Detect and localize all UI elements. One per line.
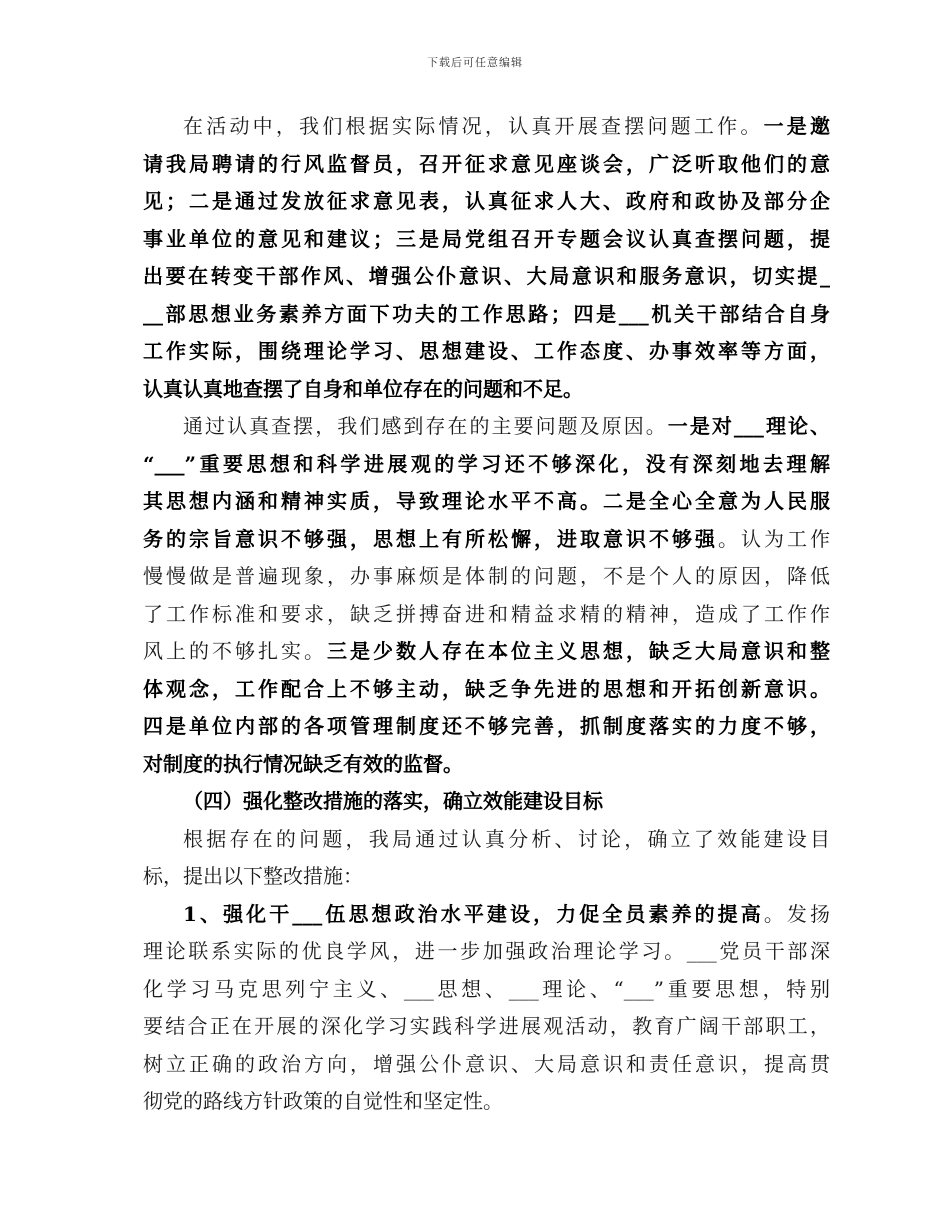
text-line (143, 671, 830, 709)
bold-text-run: 务的宗旨意识不够强，思想上有所松懈，进取意识不够强 (143, 526, 718, 551)
text-line (143, 221, 830, 259)
text-run: 树立正确的政治方向，增强公仆意识、大局意识和责任意识，提高贯 (143, 1051, 830, 1076)
text-run: 风上的不够扎实。 (143, 639, 327, 663)
text-line (143, 746, 830, 784)
page-header: 下载后可任意编辑 (427, 56, 523, 69)
text-line (143, 183, 830, 221)
text-run: 理论联系实际的优良学风，进一步加强政治理论学习。___党员干部深 (143, 939, 830, 963)
text-run: 化学习马克思列宁主义、___思想、___理论、“___”重要思想，特别 (143, 976, 830, 1001)
text-run: 在活动中，我们根据实际情况，认真开展查摆问题工作。 (183, 114, 764, 138)
bold-text-run: 四是单位内部的各项管理制度还不够完善，抓制度落实的力度不够， (143, 714, 830, 738)
text-line (143, 1083, 830, 1121)
text-run: 根据存在的问题，我局通过认真分析、讨论，确立了效能建设目 (183, 826, 830, 851)
text-run: 标，提出以下整改措施： (143, 864, 363, 888)
text-line (143, 333, 830, 371)
bold-text-run: 三是少数人存在本位主义思想，缺乏大局意识和整 (327, 639, 830, 663)
text-line (143, 596, 830, 634)
text-line (143, 446, 830, 484)
text-line (143, 483, 830, 521)
text-line (143, 783, 830, 821)
bold-text-run: __部思想业务素养方面下功夫的工作思路；四是___机关干部结合自身 (143, 301, 830, 326)
bold-text-run: 工作实际，围绕理论学习、思想建设、工作态度、办事效率等方面， (143, 339, 830, 363)
text-run: 。发扬 (763, 901, 830, 926)
text-line (143, 971, 830, 1009)
text-run: 彻党的路线方针政策的自觉性和坚定性。 (143, 1089, 503, 1113)
bold-text-run: 1、强化干___伍思想政治水平建设，力促全员素养的提高 (183, 901, 764, 926)
text-run: 通过认真查摆，我们感到存在的主要问题及原因。 (183, 414, 668, 438)
text-line (143, 371, 830, 409)
text-line (143, 858, 830, 896)
bold-text-run: 其思想内涵和精神实质，导致理论水平不高。二是全心全意为人民服 (143, 489, 830, 513)
text-run: 了工作标准和要求，缺乏拼搏奋进和精益求精的精神，造成了工作作 (143, 601, 830, 626)
bold-text-run: 体观念，工作配合上不够主动，缺乏争先进的思想和开拓创新意识。 (143, 676, 830, 701)
text-line (143, 558, 830, 596)
bold-text-run: 事业单位的意见和建议；三是局党组召开专题会议认真查摆问题，提 (143, 226, 830, 251)
text-line (143, 296, 830, 334)
text-line (143, 708, 830, 746)
text-line (143, 408, 830, 446)
bold-text-run: 一是对___理论、 (667, 414, 830, 438)
text-run: 。认为工作 (718, 526, 830, 551)
text-line (143, 933, 830, 971)
bold-text-run: 出要在转变干部作风、增强公仆意识、大局意识和服务意识，切实提_ (143, 264, 830, 288)
text-line (143, 821, 830, 859)
document-body (143, 108, 830, 1121)
bold-text-run: 认真认真地查摆了自身和单位存在的问题和不足。 (143, 376, 583, 401)
bold-text-run: 一是邀 (763, 114, 830, 138)
bold-text-run: 请我局聘请的行风监督员，召开征求意见座谈会，广泛听取他们的意 (143, 151, 830, 176)
text-line (143, 146, 830, 184)
bold-text-run: （四）强化整改措施的落实，确立效能建设目标 (183, 789, 603, 813)
text-line (143, 258, 830, 296)
bold-text-run: 对制度的执行情况缺乏有效的监督。 (143, 751, 463, 776)
text-line (143, 521, 830, 559)
text-line (143, 1008, 830, 1046)
text-run: 要结合正在开展的深化学习实践科学进展观活动，教育广阔干部职工， (143, 1014, 830, 1038)
bold-text-run: 见；二是通过发放征求意见表，认真征求人大、政府和政协及部分企 (143, 189, 830, 213)
text-line (143, 896, 830, 934)
text-line (143, 633, 830, 671)
text-line (143, 108, 830, 146)
text-line (143, 1046, 830, 1084)
bold-text-run: “___”重要思想和科学进展观的学习还不够深化，没有深刻地去理解 (143, 451, 830, 476)
text-run: 慢慢做是普遍现象，办事麻烦是体制的问题，不是个人的原因，降低 (143, 564, 830, 588)
